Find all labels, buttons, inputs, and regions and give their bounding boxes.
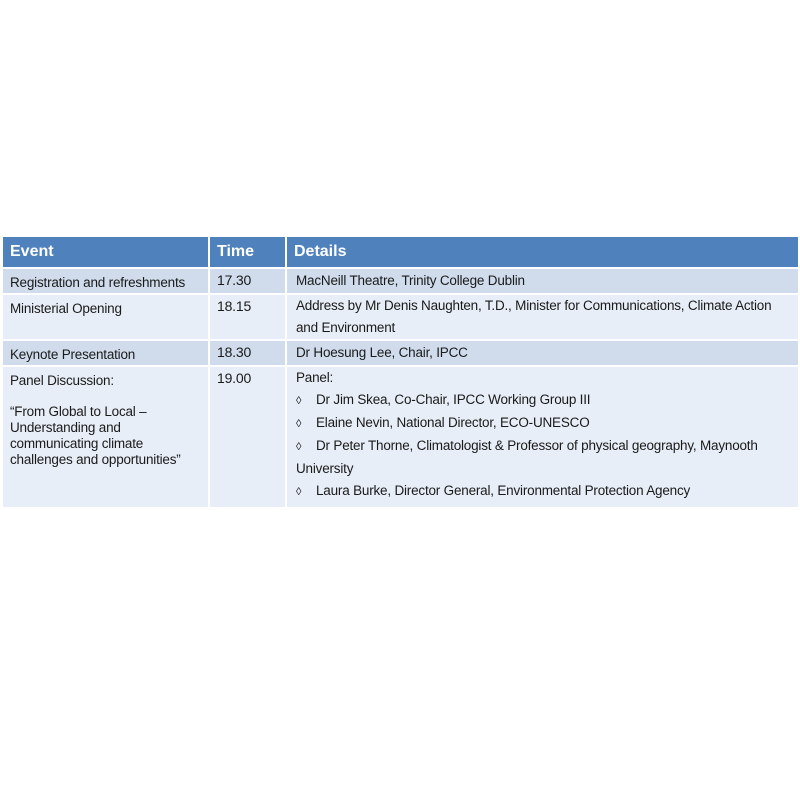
table-row — [3, 295, 798, 341]
details-line: and Environment — [296, 320, 396, 335]
event-schedule-table — [3, 237, 798, 507]
details-line: Address by Mr Denis Naughten, T.D., Minister for Communications, Climate Action — [296, 298, 772, 313]
panelist-item — [294, 412, 798, 435]
quote-line: “From Global to Local – — [10, 404, 147, 419]
header-event: Event — [3, 237, 210, 267]
time-cell: 17.30 — [210, 269, 287, 293]
panelist-text: Elaine Nevin, National Director, ECO-UNESCO — [316, 415, 590, 430]
table-row — [3, 341, 798, 367]
table-header-row — [3, 237, 798, 269]
panelist-text: Dr Peter Thorne, Climatologist & Professor of physical geography, Maynooth — [316, 438, 758, 453]
details-text: Dr Hoesung Lee, Chair, IPCC — [296, 345, 468, 360]
panel-label: Panel: — [296, 370, 334, 385]
details-cell — [287, 367, 798, 507]
details-cell — [287, 341, 798, 365]
event-cell — [3, 367, 210, 507]
panelist-text-wrap: University — [296, 461, 354, 476]
panelist-text: Dr Jim Skea, Co-Chair, IPCC Working Group III — [316, 392, 591, 407]
time-cell: 18.15 — [210, 295, 287, 339]
quote-line: challenges and opportunities” — [10, 452, 181, 467]
diamond-bullet-icon: ◊ — [296, 441, 302, 453]
time-cell: 18.30 — [210, 341, 287, 365]
panelist-item — [294, 480, 798, 503]
header-time: Time — [210, 237, 287, 267]
diamond-bullet-icon: ◊ — [296, 395, 302, 407]
event-cell: Ministerial Opening — [3, 295, 210, 339]
event-quote — [10, 404, 208, 468]
details-text: MacNeill Theatre, Trinity College Dublin — [296, 273, 525, 288]
panelist-item — [294, 435, 798, 458]
event-title: Panel Discussion: — [10, 373, 114, 388]
diamond-bullet-icon: ◊ — [296, 418, 302, 430]
header-details: Details — [294, 243, 347, 260]
quote-line: Understanding and — [10, 420, 121, 435]
table-row — [3, 367, 798, 507]
time-cell: 19.00 — [210, 367, 287, 507]
details-cell — [287, 295, 798, 339]
details-cell — [287, 269, 798, 293]
panelist-item — [294, 389, 798, 412]
diamond-bullet-icon: ◊ — [296, 486, 302, 498]
event-cell: Keynote Presentation — [3, 341, 210, 365]
panelist-text: Laura Burke, Director General, Environmental Protection Agency — [316, 483, 691, 498]
table-row — [3, 269, 798, 295]
quote-line: communicating climate — [10, 436, 144, 451]
event-cell: Registration and refreshments — [3, 269, 210, 293]
